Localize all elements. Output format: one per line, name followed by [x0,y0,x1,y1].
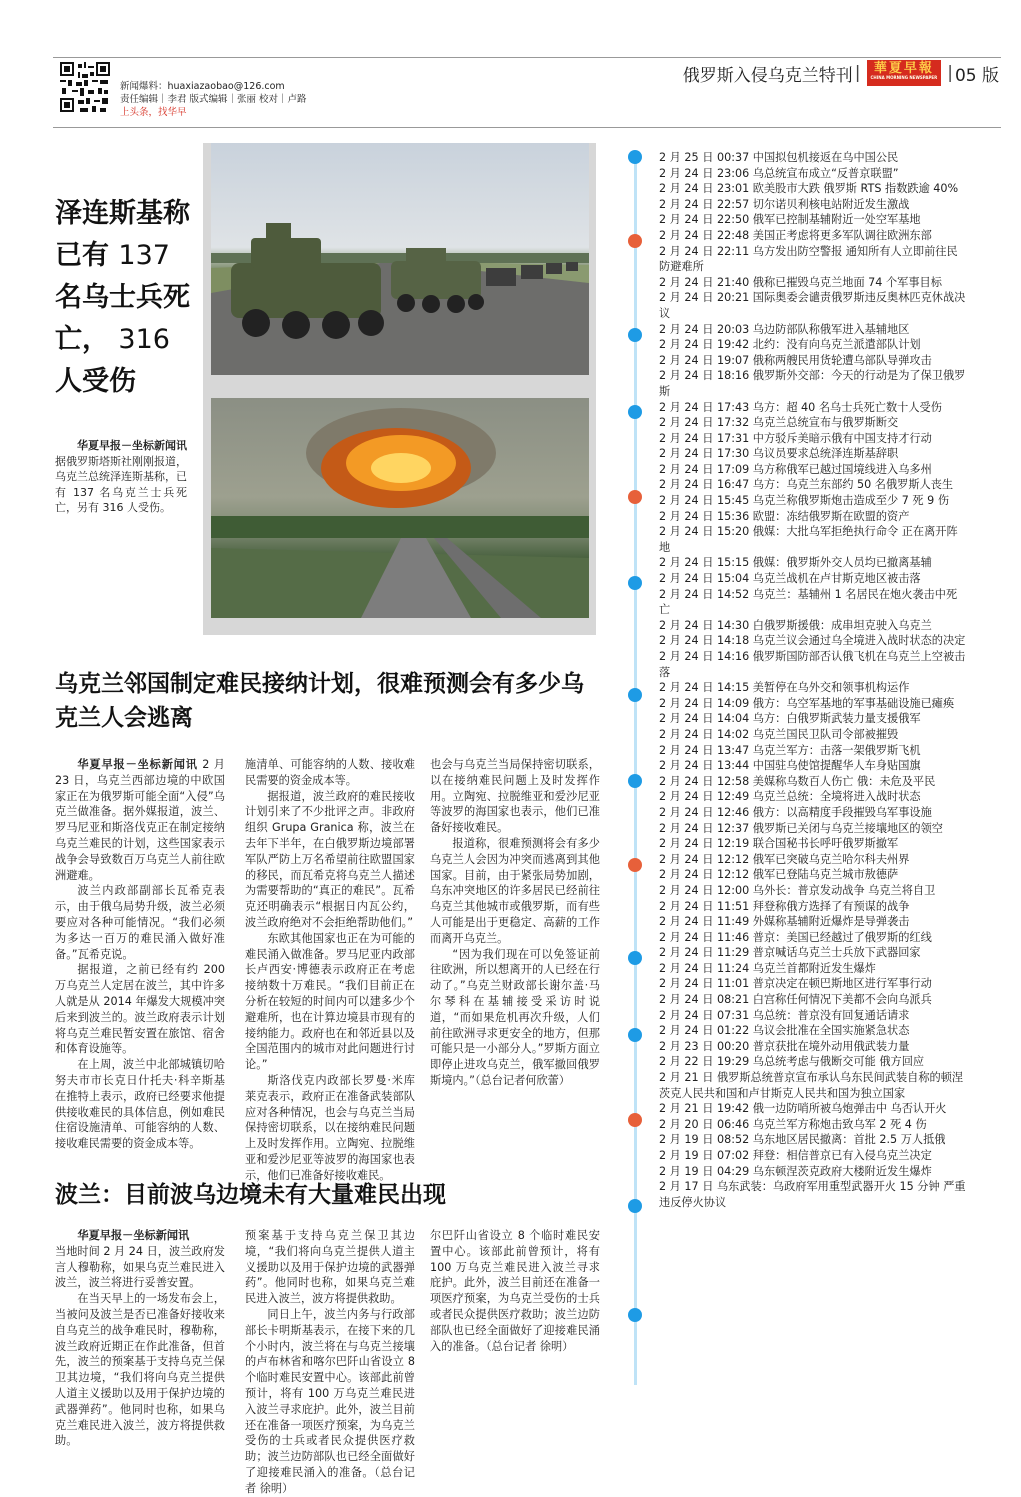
header-bottom-rule [53,127,1001,128]
timeline-entry: 2 月 24 日 12:37 俄罗斯已关闭与乌克兰接壤地区的领空 [659,821,943,835]
timeline-entry: 2 月 24 日 12:12 俄军已突破乌克兰哈尔科夫州界 [659,852,910,866]
story2-column-1 [55,757,225,1157]
timeline-entry: 2 月 24 日 18:16 俄罗斯外交部：今天的行动是为了保卫俄罗斯 [659,369,966,398]
paragraph: 在当天早上的一场发布会上，当被问及波兰是否已准备好接收来自乌克兰的战争难民时，穆勒称，波兰政府近期正在作此准备，但首先，波兰的预案基于支持乌克兰保卫其边境，“我们将向乌克兰提供人道主义援助以及用于保护边境的武器弹药”。他同时也称，如果乌克兰难民进入波兰，波方将提供救助。 [55,1292,225,1448]
paragraph: “因为我们现在可以免签证前往欧洲，所以想离开的人已经在行动了。”乌克兰财政部长谢尔盖·马尔琴科在基辅接受采访时说道，“而如果危机再次升级，人们前往欧洲寻求更安全的地方，但那可能只是一小部分人。”罗斯方面立即停止进攻乌克兰，俄军撤回俄罗斯境内。”（总台记者何欣蕾） [430,947,600,1087]
slogan: 上头条，找华早 [120,107,187,118]
timeline-entry: 2 月 24 日 12:00 乌外长：普京发动战争 乌克兰将自卫 [659,883,936,897]
timeline-entry: 2 月 24 日 13:47 乌克兰军方：击落一架俄罗斯飞机 [659,743,921,757]
explosion-photo [211,398,589,618]
timeline-entry: 2 月 24 日 14:04 乌方：白俄罗斯武装力量支援俄军 [659,712,921,726]
timeline-dot [628,328,642,342]
timeline-dot [628,234,642,248]
tip-line: 新闻爆料：huaxiazaobao@126.com [120,81,285,92]
timeline-entry: 2 月 24 日 14:02 乌克兰国民卫队司令部被摧毁 [659,727,899,741]
editor-line: 责任编辑｜李君 版式编辑｜张丽 校对｜卢路 [120,94,307,105]
timeline-entry: 2 月 19 日 07:02 拜登：相信普京已有入侵乌克兰决定 [659,1149,932,1162]
divider: | [947,63,953,83]
timeline-dot [628,951,642,965]
timeline-entry: 2 月 24 日 23:06 乌总统宣布成立“反普京联盟” [659,166,899,180]
paragraph: 东欧其他国家也正在为可能的难民涌入做准备。罗马尼亚内政部长卢西安·博德表示政府正在考虑接纳数十万难民。“我们目前正在分析在较短的时间内可以建多少个避难所，也在计算边境县市现有的接纳能力。政府也在和邻近县以及全国范围内的城市对此问题进行讨论。” [245,931,415,1072]
timeline-entry: 2 月 24 日 14:16 俄罗斯国防部否认俄飞机在乌克兰上空被击落 [659,650,966,679]
logo-text: 華夏早報 [873,61,934,76]
timeline-entry: 2 月 24 日 14:15 美暂停在乌外交和领事机构运作 [659,681,910,695]
timeline-entry: 2 月 24 日 01:22 乌议会批准在全国实施紧急状态 [659,1024,910,1038]
story1-headline [55,193,195,403]
byline: 华夏早报－坐标新闻讯 [77,1229,190,1242]
timeline-entry: 2 月 24 日 20:21 国际奥委会谴责俄罗斯违反奥林匹克休战决议 [659,291,966,320]
story3-column-3 [430,1228,600,1388]
timeline-entry: 2 月 24 日 11:46 普京：美国已经越过了俄罗斯的红线 [659,930,932,944]
timeline-entry: 2 月 24 日 11:49 外媒称基辅附近爆炸是导弹袭击 [659,915,910,929]
timeline-dot [628,150,642,164]
timeline-entry: 2 月 24 日 15:04 乌克兰战机在卢甘斯克地区被击落 [659,572,921,586]
paragraph-cont: 预案基于支持乌克兰保卫其边境，“我们将向乌克兰提供人道主义援助以及用于保护边境的武器弹药”。他同时也称，如果乌克兰难民进入波兰，波方将提供救助。 [245,1229,415,1306]
story3-column-1 [55,1228,225,1448]
qr-code-icon [60,62,110,112]
paragraph-cont: 施清单、可能容纳的人数、接收难民需要的资金成本等。 [245,758,415,787]
timeline-entry: 2 月 22 日 19:29 乌总统考虑与俄断交可能 俄方回应 [659,1055,925,1069]
paragraph: 同日上午，波兰内务与行政部部长卡明斯基表示，在接下来的几个小时内，波兰将在与乌克兰接壤的卢布林省和喀尔巴阡山省设立 8 个临时难民安置中心。该部此前曾预计，将有 100 万乌克兰难民进入波兰寻求庇护。此外，波兰目前还在准备一项医疗预案，为乌克兰受伤的士兵或者民众提供医疗救助；波兰边防部队也已经全面做好了迎接难民涌入的准备。（总台记者 徐明） [245,1307,415,1495]
story2-column-3 [430,757,600,1157]
timeline-entry: 2 月 24 日 14:52 乌克兰：基辅州 1 名居民在炮火袭击中死亡 [659,587,958,617]
timeline-entry: 2 月 24 日 15:20 俄媒：大批乌军拒绝执行命令 正在离开阵地 [659,525,958,554]
timeline-dot [628,1308,642,1322]
timeline-entry: 2 月 24 日 12:58 美媒称乌数百人伤亡 俄：未危及平民 [659,774,936,788]
timeline-dot [628,1199,642,1213]
timeline-entry: 2 月 24 日 17:09 乌方称俄军已越过国境线进入乌多州 [659,462,932,476]
timeline-entry: 2 月 17 日 乌东武装：乌政府军用重型武器开火 15 分钟 严重违反停火协议 [659,1180,966,1209]
section-title: 俄罗斯入侵乌克兰特刊 [682,65,853,86]
timeline-entry: 2 月 24 日 17:30 乌议员要求总统泽连斯基辞职 [659,447,899,461]
logo-subtext: CHINA MORNING NEWSPAPER [870,75,938,80]
timeline-entry: 2 月 24 日 12:46 俄方：以高精度手段摧毁乌军事设施 [659,805,932,819]
paragraph-split [55,1057,225,1151]
timeline-entry: 2 月 24 日 21:40 俄称已摧毁乌克兰地面 74 个军事目标 [659,275,942,289]
timeline-entry: 2 月 24 日 14:18 乌克兰议会通过乌全境进入战时状态的决定 [659,634,966,648]
headline-text: 名乌士兵死亡， [55,282,190,355]
timeline-dot [628,1028,642,1042]
timeline-entry: 2 月 24 日 14:30 白俄罗斯援俄：成串坦克驶入乌克兰 [659,618,932,632]
timeline-entry: 2 月 24 日 12:49 乌克兰总统：全境将进入战时状态 [659,790,921,804]
timeline-entry: 2 月 24 日 22:11 乌方发出防空警报 通知所有人立即前往民防避难所 [659,244,958,274]
timeline-entry: 2 月 24 日 15:45 乌克兰称俄罗斯炮击造成至少 7 死 9 伤 [659,494,950,508]
story1-body [55,438,187,516]
paragraph: 波兰内政部副部长瓦希克表示，由于俄乌局势升级，波兰必须要应对各种可能情况。“我们必须为多达一百万的难民涌入做好准备。”瓦希克说。 [55,884,225,961]
timeline-entry: 2 月 20 日 06:46 乌克兰军方称炮击致乌军 2 死 4 伤 [659,1117,927,1131]
timeline-entry: 2 月 24 日 20:03 乌边防部队称俄军进入基辅地区 [659,322,910,336]
page-number: 05 版 [954,65,999,86]
timeline-entry: 2 月 24 日 08:21 白宫称任何情况下美都不会向乌派兵 [659,993,932,1007]
timeline-entry: 2 月 24 日 11:01 普京决定在顿巴斯地区进行军事行动 [659,977,932,991]
byline: 华夏早报－坐标新闻讯 [77,758,198,771]
timeline-dot [628,405,642,419]
paragraph: 据报道，波兰政府的难民接收计划引来了不少批评之声。非政府组织 Grupa Granica 称，波兰在去年下半年，在白俄罗斯边境部署军队严防上万名希望前往欧盟国家的移民，而瓦希克将乌克兰人描述为需要帮助的“真正的难民”。瓦希克还明确表示“根据日内瓦公约，波兰政府绝对不会拒绝帮助他们。” [245,789,415,929]
timeline-entry: 2 月 19 日 08:52 乌东地区居民撤离：首批 2.5 万人抵俄 [659,1133,946,1147]
armored-convoy-photo [211,143,589,375]
divider: | [854,63,861,83]
timeline-list [659,150,966,1210]
timeline-entry: 2 月 24 日 15:15 俄媒：俄罗斯外交人员均已撤离基辅 [659,556,932,570]
timeline-entry: 2 月 24 日 22:50 俄军已控制基辅附近一处空军基地 [659,213,921,227]
timeline-dot [628,576,642,590]
timeline-entry: 2 月 24 日 17:32 乌克兰总统宣布与俄罗斯断交 [659,416,899,430]
timeline-entry: 2 月 24 日 22:57 切尔诺贝利核电站附近发生激战 [659,197,910,211]
timeline-entry: 2 月 24 日 16:47 乌方：乌克兰东部约 50 名俄罗斯人丧生 [659,478,954,492]
timeline-entry: 2 月 24 日 11:24 乌克兰首都附近发生爆炸 [659,961,876,975]
timeline-entry: 2 月 24 日 17:43 乌方：超 40 名乌士兵死亡数十人受伤 [659,400,942,414]
timeline-entry: 2 月 24 日 12:19 联合国秘书长呼吁俄罗斯撤军 [659,837,899,851]
timeline-entry: 2 月 24 日 19:07 俄称两艘民用货轮遭乌部队导弹攻击 [659,353,932,367]
timeline-entry: 2 月 24 日 11:51 拜登称俄方选择了有预谋的战争 [659,899,910,913]
timeline-dot [628,490,642,504]
timeline-dot [628,774,642,788]
story2-column-2 [245,757,415,1182]
masthead [683,58,999,88]
timeline-entry: 2 月 24 日 23:01 欧美股市大跌 俄罗斯 RTS 指数跌逾 40% [659,182,959,196]
timeline-entry: 2 月 21 日 俄罗斯总统普京宣布承认乌东民间武装自称的顿涅茨克人民共和国和卢甘斯克人民共和国为独立国家 [659,1071,964,1100]
headline-text: 泽连斯基称已有 [55,198,190,271]
timeline-entry: 2 月 24 日 11:29 普京喊话乌克兰士兵放下武器回家 [659,946,921,960]
newspaper-logo [867,60,942,86]
timeline-entry: 2 月 24 日 22:48 美国正考虑将更多军队调往欧洲东部 [659,228,932,242]
paragraph-cont: 尔巴阡山省设立 8 个临时难民安置中心。该部此前曾预计，将有 100 万乌克兰难民进入波兰寻求庇护。此外，波兰目前还在准备一项医疗预案，为乌克兰受伤的士兵或者民众提供医疗救助；波兰边防部队也已经全面做好了迎接难民涌入的准备。（总台记者 徐明） [430,1229,600,1353]
timeline-dot [628,1113,642,1127]
timeline-entry: 2 月 24 日 13:44 中国驻乌使馆提醒华人车身贴国旗 [659,759,921,773]
timeline-entry: 2 月 21 日 19:42 俄一边防哨所被乌炮弹击中 乌否认开火 [659,1102,947,1116]
timeline-entry: 2 月 24 日 15:36 欧盟：冻结俄罗斯在欧盟的资产 [659,509,910,523]
paragraph-cont: 也会与乌克兰当局保持密切联系，以在接纳难民问题上及时发挥作用。立陶宛、拉脱维亚和爱沙尼亚等波罗的海国家也表示，他们已准备好接收难民。 [430,758,600,835]
paragraph: 斯洛伐克内政部长罗曼·米库莱克表示，政府正在准备武装部队应对各种情况，也会与乌克兰当局保持密切联系，以在接纳难民问题上及时发挥作用。立陶宛、拉脱维亚和爱沙尼亚等波罗的海国家也表示，他们已准备好接收难民。 [245,1073,415,1182]
paragraph: 据报道，之前已经有约 200 万乌克兰人定居在波兰，其中许多人就是从 2014 年爆发大规模冲突后来到波兰的。波兰政府表示计划将乌克兰难民暂安置在旅馆、宿舍和体育设施等。 [55,963,225,1056]
paragraph: 2 月 23 日，乌克兰西部边境的中欧国家正在为俄罗斯可能全面“入侵”乌克兰做准备。据外媒报道，波兰、罗马尼亚和斯洛伐克正在制定接纳乌克兰难民的计划，这些国家表示战争会导致数百万乌克兰人前往欧洲避难。 [55,758,225,882]
story3-headline: 波兰：目前波乌边境未有大量难民出现 [55,1182,446,1208]
story2-headline: 乌克兰邻国制定难民接纳计划，很难预测会有多少乌克兰人会逃离 [55,671,584,731]
timeline-entry: 2 月 24 日 19:42 北约：没有向乌克兰派遣部队计划 [659,338,921,352]
timeline-entry: 2 月 24 日 12:12 俄军已登陆乌克兰城市敖德萨 [659,868,899,882]
timeline-entry: 2 月 24 日 17:31 中方驳斥美暗示俄有中国支持才行动 [659,431,932,445]
timeline-dot [628,688,642,702]
paragraph: 在上周，波兰中北部城镇切哈努夫市市长克日什托夫·科辛斯基在推特上表示，政府已经要求他提供接收难民的具体信息，例如难民住宿设施清单、可能容纳的人数、接收难民需要的资金成本等。 [55,1058,225,1151]
timeline-entry: 2 月 23 日 00:20 普京获批在境外动用俄武装力量 [659,1039,910,1053]
timeline-entry: 2 月 19 日 04:29 乌东顿涅茨克政府大楼附近发生爆炸 [659,1164,932,1178]
headline-number: 316 [118,324,170,355]
timeline-entry: 2 月 24 日 14:09 俄方：乌空军基地的军事基础设施已瘫痪 [659,696,955,710]
timeline-dot [628,858,642,872]
paragraph: 当地时间 2 月 24 日，波兰政府发言人穆勒称，如果乌克兰难民进入波兰，波兰将进行妥善安置。 [55,1244,225,1290]
headline-text: 人受伤 [55,366,136,397]
timeline-entry: 2 月 25 日 00:37 中国拟包机接返在乌中国公民 [659,151,899,164]
byline: 华夏早报－坐标新闻讯 [77,439,187,452]
story3-column-2 [245,1228,415,1495]
timeline-entry: 2 月 24 日 07:31 乌总统：普京没有回复通话请求 [659,1008,910,1022]
header-info [120,80,307,119]
headline-number: 137 [118,240,170,271]
body-text: 据俄罗斯塔斯社刚刚报道，乌克兰总统泽连斯基称，已有 137 名乌克兰士兵死亡，另有 316 人受伤。 [55,454,187,514]
paragraph: 报道称，很难预测将会有多少乌克兰人会因为冲突而逃离到其他国家。目前，由于紧张局势加剧，乌东冲突地区的许多居民已经前往乌克兰其他城市或俄罗斯，而有些人可能是出于更稳定、高薪的工作而离开乌克兰。 [430,836,600,945]
